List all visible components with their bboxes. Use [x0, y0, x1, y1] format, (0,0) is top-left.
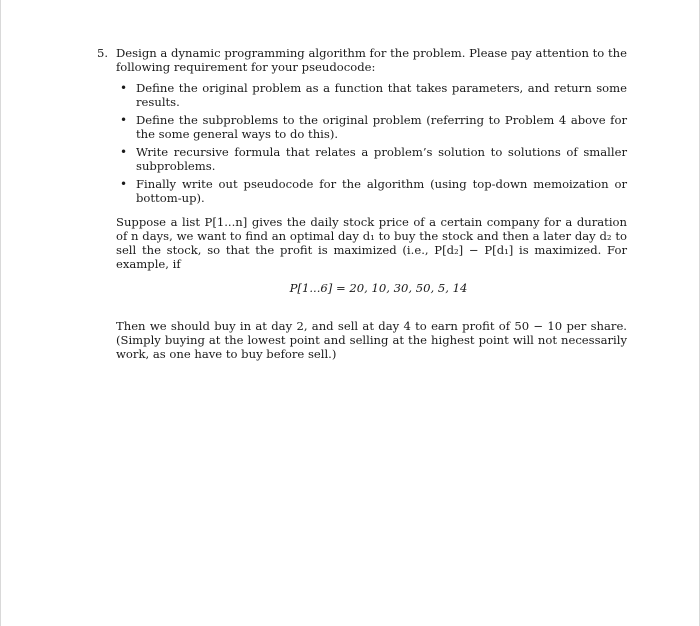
requirement-text: Write recursive formula that relates a problem’s solution to solutions of smaller subproblems. [136, 145, 627, 173]
document-body [97, 46, 627, 361]
requirement-text: Define the subproblems to the original problem (referring to Problem 4 above for the some general ways to do this). [136, 113, 627, 141]
bullet-icon: • [120, 145, 128, 159]
bullet-icon: • [120, 113, 128, 127]
requirement-item [120, 177, 627, 205]
example-equation [116, 281, 627, 295]
problem-header [97, 46, 627, 74]
problem-intro: Design a dynamic programming algorithm for the problem. Please pay attention to the following requirement for your pseudocode: [116, 46, 627, 74]
bullet-icon: • [120, 81, 128, 95]
page-border-left [0, 0, 1, 626]
requirement-item [120, 81, 627, 109]
problem-number: 5. [97, 46, 109, 60]
requirement-text: Define the original problem as a function that takes parameters, and return some results. [136, 81, 627, 109]
example-explanation: Then we should buy in at day 2, and sell at day 4 to earn profit of 50 − 10 per share. (Simply buying at the lowest point and selling at the highest point will not necessarily work, as one have to buy before sell.) [116, 319, 627, 361]
requirement-item [120, 113, 627, 141]
requirement-item [120, 145, 627, 173]
requirements-list [97, 81, 627, 205]
problem-description: Suppose a list P[1...n] gives the daily stock price of a certain company for a duration of n days, we want to find an optimal day d₁ to buy the stock and then a later day d₂ to sell the stock, so that the profit is maximized (i.e., P[d₂] − P[d₁] is maximized. For example, if [116, 215, 627, 271]
bullet-icon: • [120, 177, 128, 191]
equation-text: P[1...6] = 20, 10, 30, 50, 5, 14 [289, 281, 468, 295]
requirement-text: Finally write out pseudocode for the algorithm (using top-down memoization or bottom-up). [136, 177, 627, 205]
